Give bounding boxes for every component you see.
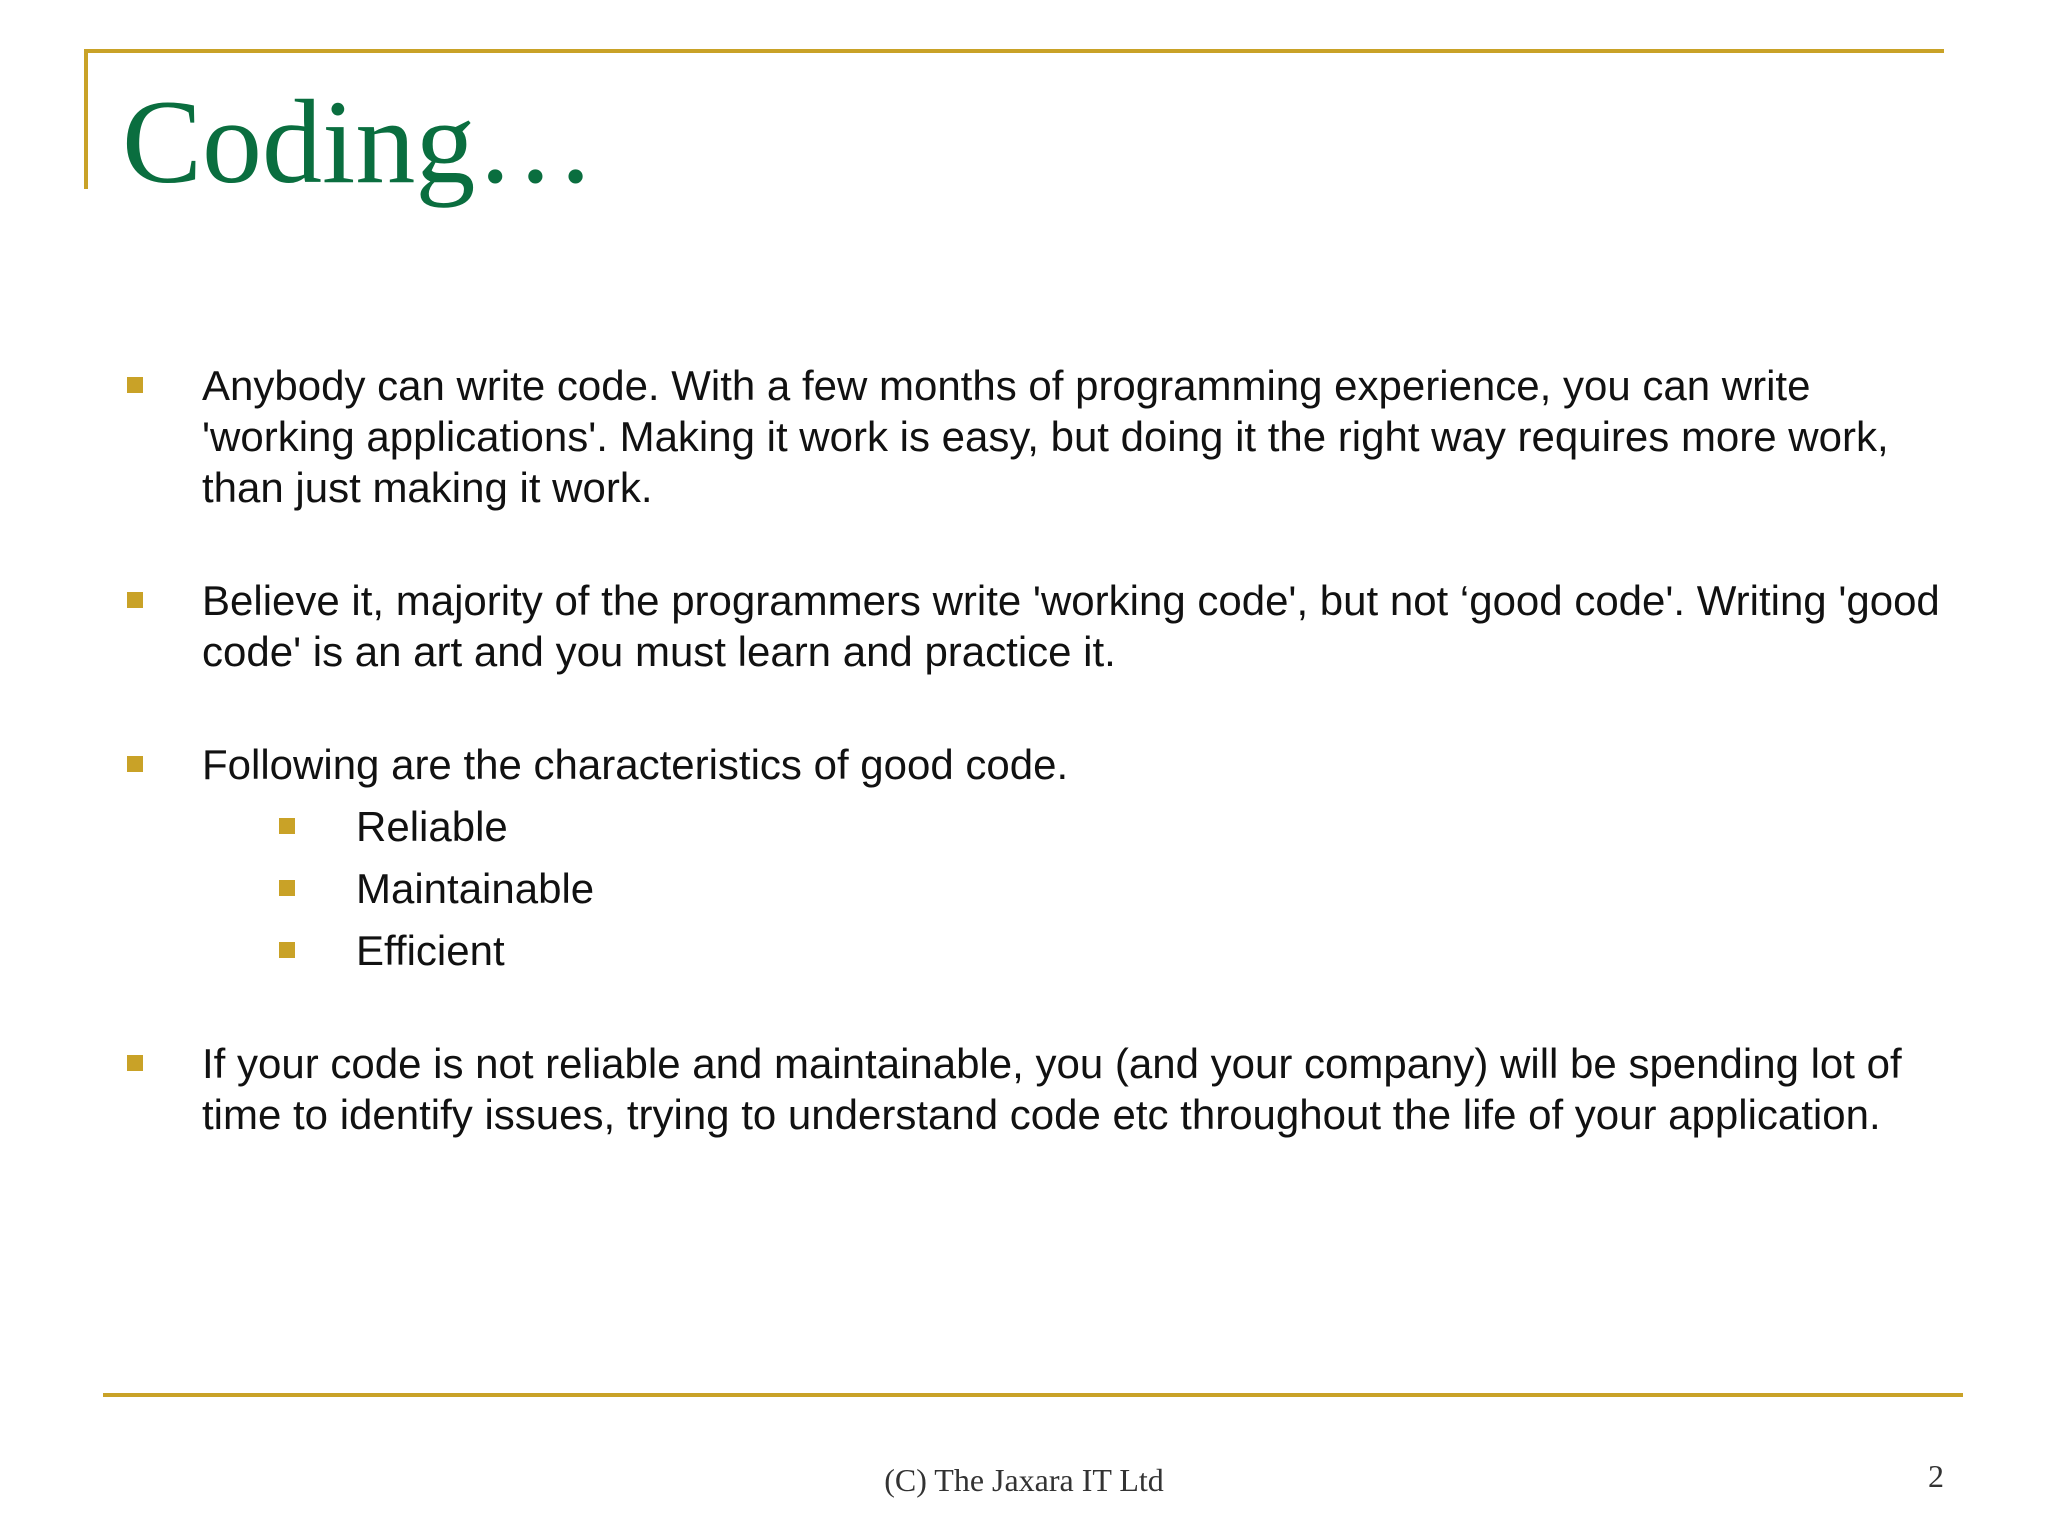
square-bullet-icon: [127, 377, 143, 393]
bullet-item: [0, 1038, 1942, 1140]
bullet-text: Following are the characteristics of good code.: [202, 741, 1069, 788]
bullet-item: [0, 739, 1942, 790]
sub-bullet-item: [0, 863, 2048, 914]
bullet-item: [0, 360, 1942, 513]
square-bullet-icon: [279, 880, 295, 896]
bullet-list: [0, 360, 2048, 1140]
square-bullet-icon: [127, 756, 143, 772]
square-bullet-icon: [127, 592, 143, 608]
slide-title: Coding…: [122, 75, 596, 208]
sub-bullet-text: Maintainable: [356, 865, 595, 912]
footer-copyright: (C) The Jaxara IT Ltd: [884, 1462, 1164, 1498]
square-bullet-icon: [127, 1055, 143, 1071]
title-rule-left: [84, 49, 88, 189]
bullet-item: [0, 575, 1942, 677]
bullet-text: Anybody can write code. With a few months of programming experience, you can write 'working applications'. Making it work is easy, but doing it the right way requires more work, than just making it work.: [202, 362, 1889, 511]
sub-bullet-list: [0, 801, 2048, 976]
square-bullet-icon: [279, 942, 295, 958]
page-number: 2: [1928, 1458, 1944, 1494]
bullet-text: If your code is not reliable and maintainable, you (and your company) will be spending lot of time to identify issues, trying to understand code etc throughout the life of your application.: [202, 1040, 1902, 1138]
sub-bullet-item: [0, 801, 2048, 852]
sub-bullet-text: Reliable: [356, 803, 508, 850]
footer-rule: [103, 1393, 1963, 1397]
sub-bullet-item: [0, 925, 2048, 976]
sub-bullet-text: Efficient: [356, 927, 505, 974]
bullet-text: Believe it, majority of the programmers write 'working code', but not ‘good code'. Writing 'good code' is an art and you must learn and practice it.: [202, 577, 1940, 675]
square-bullet-icon: [279, 818, 295, 834]
title-rule-top: [84, 49, 1944, 53]
